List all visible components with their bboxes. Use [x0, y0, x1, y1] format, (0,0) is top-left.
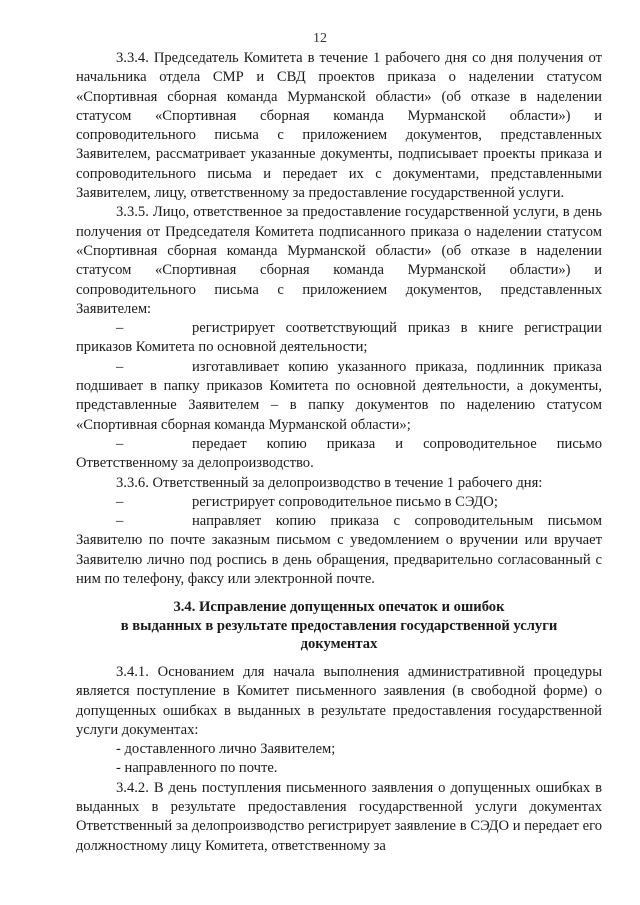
- list-item: [76, 435, 602, 474]
- dash-marker: –: [116, 493, 124, 510]
- paragraph-3-3-4: 3.3.4. Председатель Комитета в течение 1 рабочего дня со дня получения от начальника отдела СМР и СВД проектов приказа о наделении статусом «Спортивная сборная команда Мурманской области» (об отказе в наделении статусом «Спортивная сборная команда Мурманской области») и сопроводительного письма с приложением документов, представленных Заявителем, рассматривает указанные документы, подписывает проекты приказа и сопроводительного письма и передает их с документами, представленными Заявителем, лицу, ответственному за предоставление государственной услуги.: [76, 50, 602, 202]
- heading-line: в выданных в результате предоставления государственной услуги: [120, 617, 558, 634]
- list-item: [76, 319, 602, 358]
- page-number: 12: [313, 31, 327, 46]
- list-item-text: направляет копию приказа с сопроводительным письмом Заявителю по почте заказным письмом с уведомлением о вручении или вручает Заявителю лично под роспись в день обращения, предварительно согласованный с ним по телефону, факсу или электронной почте.: [76, 513, 602, 588]
- list-item-text: передает копию приказа и сопроводительное письмо Ответственному за делопроизводство.: [76, 435, 602, 472]
- section-3-3-body: [76, 49, 602, 589]
- dash-marker: –: [116, 513, 124, 530]
- dash-marker: –: [116, 358, 124, 375]
- paragraph-3-4-2: 3.4.2. В день поступления письменного заявления о допущенных ошибках в выданных в результате предоставления государственной услуги документах Ответственный за делопроизводство регистрирует заявление в СЭДО и передает его должностному лицу Комитета, ответственному за: [76, 779, 602, 854]
- dash-marker: –: [116, 320, 124, 337]
- paragraph-3-4-1: 3.4.1. Основанием для начала выполнения административной процедуры является поступление в Комитет письменного заявления (в свободной форме) о допущенных ошибках в выданных в результате предоставления государственной услуги документах:: [76, 664, 602, 738]
- list-item: - доставленного лично Заявителем;: [116, 741, 336, 758]
- heading-line: 3.4. Исправление допущенных опечаток и ошибок: [173, 599, 505, 615]
- list-item: - направленного по почте.: [116, 760, 278, 777]
- list-item-text: регистрирует соответствующий приказ в книге регистрации приказов Комитета по основной деятельности;: [76, 320, 602, 356]
- list-item: [76, 512, 602, 589]
- heading-line: документах: [300, 636, 378, 652]
- paragraph-3-3-5: 3.3.5. Лицо, ответственное за предоставление государственной услуги, в день получения от Председателя Комитета подписанного приказа о наделении статусом «Спортивная сборная команда Мурманской области» (об отказе в наделении статусом «Спортивная сборная команда Мурманской области») и сопроводительного письма с приложением документов, представленных Заявителем:: [76, 204, 602, 317]
- paragraph-3-3-6: 3.3.6. Ответственный за делопроизводство в течение 1 рабочего дня:: [116, 474, 543, 491]
- list-item-text: изготавливает копию указанного приказа, подлинник приказа подшивает в папку приказов Комитета по основной деятельности, а документы, представленные Заявителем – в папку документов по наделению статусом «Спортивная сборная команда Мурманской области»;: [76, 358, 602, 433]
- section-3-4-heading: [76, 598, 602, 654]
- list-item-text: регистрирует сопроводительное письмо в СЭДО;: [192, 493, 498, 510]
- section-3-4-body: [76, 663, 602, 856]
- list-item: [76, 493, 602, 512]
- list-item: [76, 358, 602, 435]
- dash-marker: –: [116, 435, 124, 452]
